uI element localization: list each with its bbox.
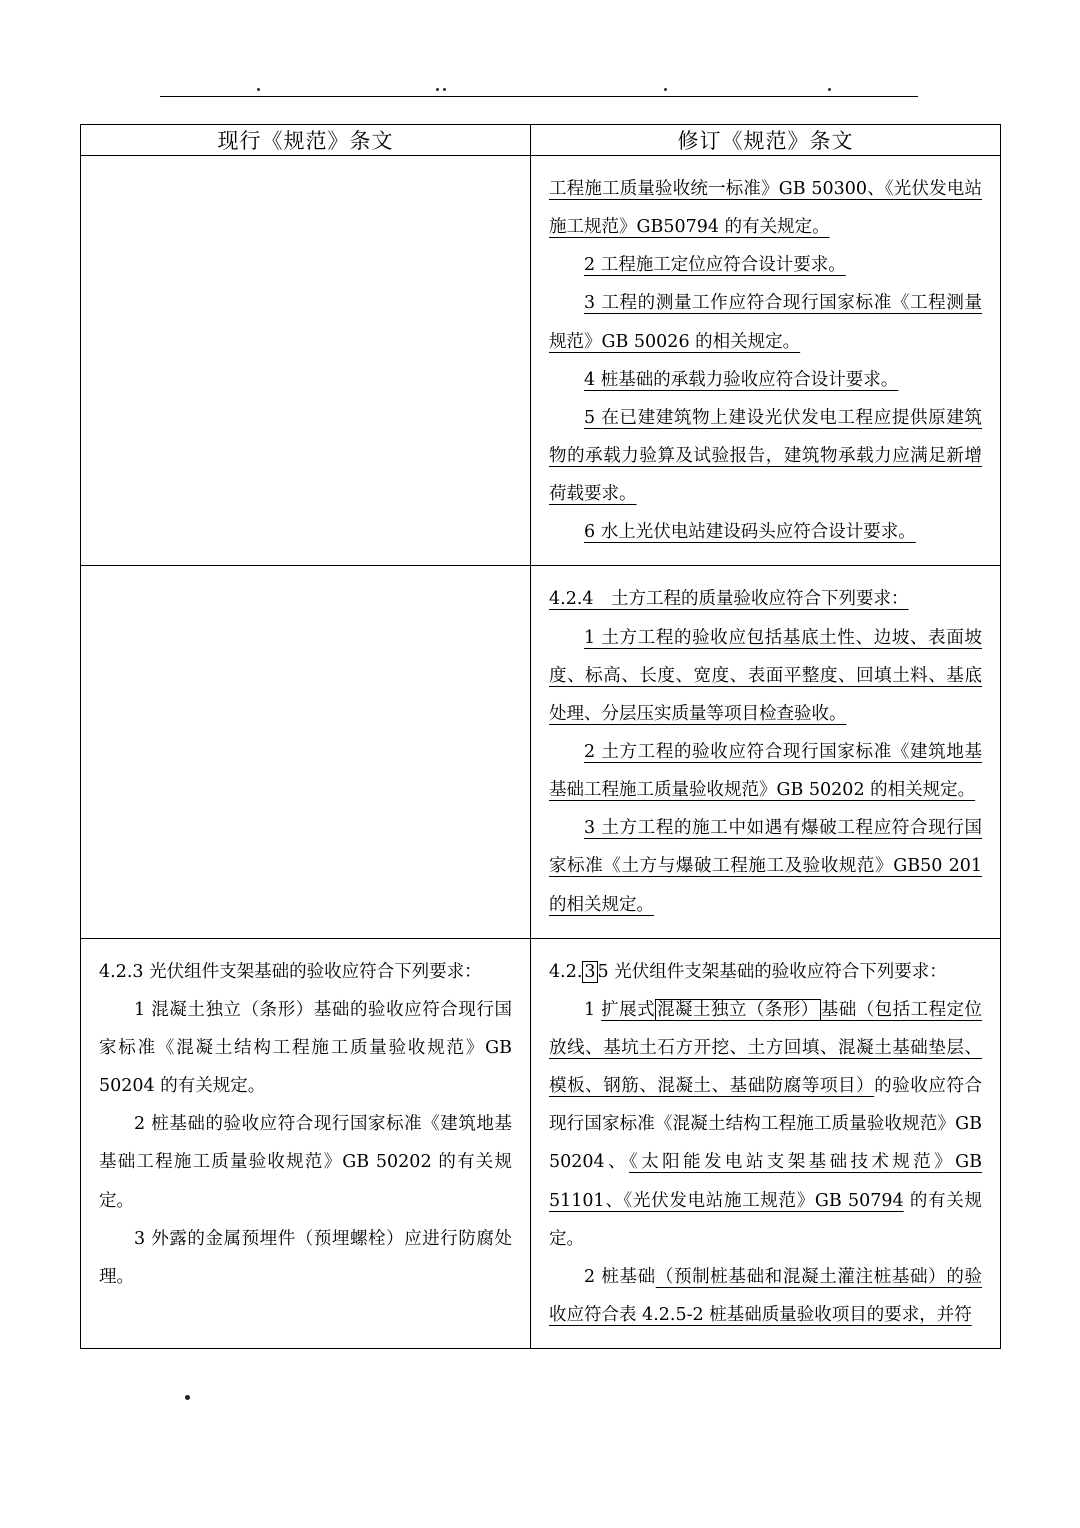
paragraph: 4 桩基础的承载力验收应符合设计要求。 (584, 369, 899, 390)
paragraph: 5 在已建建筑物上建设光伏发电工程应提供原建筑物的承载力验算及试验报告，建筑物承载力应满足新增荷载要求。 (549, 407, 982, 505)
text-segment: 3 (584, 961, 596, 982)
text-segment: 1 (584, 999, 602, 1020)
header-rule (160, 96, 918, 97)
cell-revised-2 (531, 566, 1001, 938)
paragraph-segmented (549, 953, 982, 991)
paragraph: 6 水上光伏电站建设码头应符合设计要求。 (584, 522, 916, 543)
cell-current-1-content (81, 156, 530, 184)
paragraph-segmented (549, 1258, 982, 1334)
table-row (81, 938, 1001, 1348)
cell-revised-1-content (531, 156, 1000, 565)
paragraph: 2 桩基础的验收应符合现行国家标准《建筑地基基础工程施工质量验收规范》GB 50202 的有关规定。 (99, 1114, 512, 1211)
header-dot-3 (443, 88, 446, 91)
text-segment: （预制桩基础和混凝土灌注桩基础） (655, 1266, 947, 1287)
paragraph: 4.2.4 土方工程的质量验收应符合下列要求： (549, 589, 909, 610)
text-segment: 的验收应符合现行国家标准《混凝土结构工程施工质量验收规范》GB 50204、 (549, 1076, 983, 1173)
text-segment: 5 光伏组件支架基础的验收应符合下列要求： (597, 961, 947, 982)
paragraph: 3 土方工程的施工中如遇有爆破工程应符合现行国家标准《土方与爆破工程施工及验收规范》GB50 201 的相关规定。 (549, 818, 982, 915)
text-segment: 基础（包括工程定位放线、基坑土石方开挖、土方回填、混凝土基础垫层、模板、钢筋、混凝土、基础防腐等项目） (549, 999, 983, 1097)
cell-revised-3-content (531, 939, 1000, 1348)
paragraph: 1 土方工程的验收应包括基底土性、边坡、表面坡度、标高、长度、宽度、表面平整度、回填土料、基底处理、分层压实质量等项目检查验收。 (549, 627, 982, 724)
cell-current-2 (81, 566, 531, 938)
column-header-revised: 修订《规范》条文 (531, 125, 1001, 156)
paragraph: 3 工程的测量工作应符合现行国家标准《工程测量规范》GB 50026 的相关规定。 (549, 293, 982, 352)
cell-current-3 (81, 938, 531, 1348)
footer-dot (185, 1395, 190, 1400)
header-dot-2 (436, 88, 439, 91)
header-dot-5 (828, 88, 831, 91)
text-segment: 的有关规定。 (549, 1190, 982, 1249)
text-segment: 2 桩基础 (584, 1266, 656, 1287)
paragraph: 工程施工质量验收统一标准》GB 50300、《光伏发电站施工规范》GB50794 的有关规定。 (549, 179, 982, 238)
paragraph: 2 土方工程的验收应符合现行国家标准《建筑地基基础工程施工质量验收规范》GB 50202 的相关规定。 (549, 741, 982, 801)
column-header-current: 现行《规范》条文 (81, 125, 531, 156)
cell-revised-3 (531, 938, 1001, 1348)
text-segment: 《太阳能发电站支架基础技术规范》GB 51101、《光伏发电站施工规范》GB 50794 (549, 1152, 982, 1211)
table-header-row (81, 125, 1001, 156)
text-segment: 扩展式 (601, 999, 656, 1020)
table-row (81, 566, 1001, 938)
header-dot-1 (257, 88, 260, 91)
text-segment: 4.2. (549, 961, 583, 982)
text-segment: 混凝土独立（条形） (657, 999, 819, 1020)
cell-current-3-content (81, 939, 530, 1310)
paragraph: 3 外露的金属预埋件（预埋螺栓）应进行防腐处理。 (99, 1228, 512, 1287)
paragraph: 2 工程施工定位应符合设计要求。 (584, 255, 846, 276)
text-segment: 的验收应符合表 4.2.5-2 桩基础质量验收项目的要求，并符 (549, 1266, 983, 1325)
header-dot-4 (664, 88, 667, 91)
paragraph: 1 混凝土独立（条形）基础的验收应符合现行国家标准《混凝土结构工程施工质量验收规范》GB 50204 的有关规定。 (99, 999, 512, 1097)
cell-current-2-content (81, 566, 530, 594)
table-row (81, 156, 1001, 566)
paragraph-segmented (549, 991, 982, 1258)
cell-current-1 (81, 156, 531, 566)
paragraph: 4.2.3 光伏组件支架基础的验收应符合下列要求： (99, 961, 482, 982)
cell-revised-1 (531, 156, 1001, 566)
comparison-table (80, 124, 1001, 1349)
cell-revised-2-content (531, 566, 1000, 937)
